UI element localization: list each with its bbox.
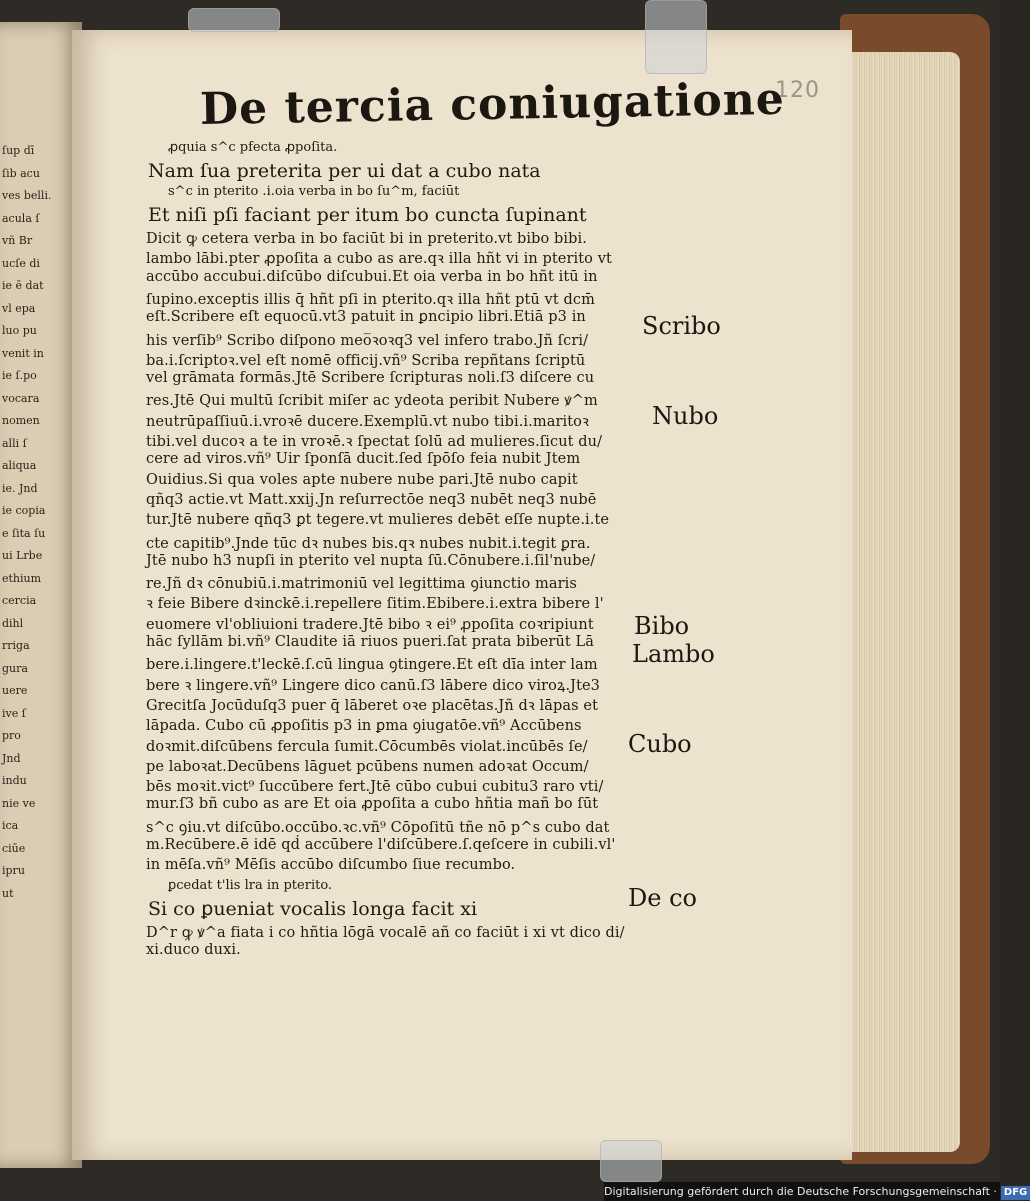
gloss-line: euomere vl'obliuioni tradere.Jtē bibo ꝛ ei⁹ ꝓpoſita coꝛripiunt	[146, 616, 594, 633]
gloss-line: bēs moꝛit.vict⁹ ſuccūbere fert.Jtē cūbo cubui cubitu3 raro vti/	[146, 779, 604, 796]
left-page-fragment: ethium	[2, 571, 42, 585]
gloss-line: bere ꝛ lingere.vñ⁹ Lingere dico canū.ſ3 lābere dico viroꝝ.Jte3	[146, 677, 601, 694]
left-page-fragment: vl epa	[2, 301, 36, 315]
gloss-line: bere.i.lingere.t'leckē.ſ.cū lingua ꝯtingere.Et eſt dīa inter lam	[146, 657, 598, 674]
holder-clip-top-left	[188, 8, 280, 32]
left-page-fragment: ipru	[2, 864, 25, 877]
gloss-line: neutrūpaſſiuū.i.vroꝛē ducere.Exemplū.vt nubo tibi.i.maritoꝛ	[146, 413, 589, 430]
gloss-line: Jtē nubo h3 nupſi in pterito vel nupta ſū.Cōnubere.i.ſil'nube/	[146, 552, 596, 569]
left-page-fragment: gura	[2, 661, 28, 675]
left-page-fragment: ſup dī	[2, 144, 35, 157]
left-page-fragment: uere	[2, 684, 28, 697]
left-page-fragment: venit in	[2, 346, 44, 360]
left-page-fragment: vocara	[2, 391, 40, 405]
gloss-line: eſt.Scribere eſt equocū.vt3 patuit in ꝑncipio libri.Etiā p3 in	[146, 309, 586, 326]
gloss-line: lambo lābi.pter ꝓpoſita a cubo as are.qꝛ illa hñt vi in pterito vt	[146, 251, 612, 268]
gloss-line: tur.Jtē nubere qñq3 ꝑt tegere.vt mulieres debēt eſſe nupte.i.te	[146, 512, 610, 529]
left-page-fragment: ſib acu	[2, 166, 40, 180]
verse-line: Si co ꝑueniat vocalis longa facit xi	[148, 897, 478, 920]
digitization-credit-bar	[604, 1182, 1028, 1201]
left-page-fragment: ciūe	[2, 841, 26, 855]
left-page-fragment: cercia	[2, 594, 37, 607]
left-page-fragment: luo pu	[2, 324, 37, 337]
page-title: De tercia coniugatione	[199, 73, 786, 135]
gloss-line: s^c ꝯiu.vt diſcūbo.occūbo.ꝛc.vñ⁹ Cōpoſitū tñe nō p^s cubo dat	[146, 819, 610, 836]
left-page-fragment: ie ē dat	[2, 279, 44, 292]
left-page-fragment: ie. Jnd	[2, 481, 38, 495]
left-page-fragment: ves belli.	[2, 189, 52, 202]
gloss-line: tibi.vel ducoꝛ a te in vroꝛē.ꝛ ſpectat ſolū ad mulieres.ſicut du/	[146, 434, 603, 450]
gloss-line: hāc ſyllām bi.vñ⁹ Claudite iā riuos pueri.ſat prata biberūt Lā	[146, 634, 594, 650]
left-page-fragment: ica	[2, 819, 19, 832]
gloss-line: xi.duco duxi.	[146, 941, 241, 958]
left-page-fragment: Jnd	[2, 751, 21, 765]
dfg-logo: DFG	[1001, 1186, 1030, 1200]
margin-note-cubo: Cubo	[628, 730, 692, 758]
margin-note-bibo: Bibo	[634, 612, 690, 640]
page-edges	[845, 52, 960, 1152]
margin-note-scribo: Scribo	[642, 312, 721, 340]
interlinear-line: ꝑcedat t'lis lra in pterito.	[168, 877, 333, 893]
interlinear-line: ꝓquia s^c pfecta ꝓpoſita.	[168, 140, 338, 155]
left-page-fragment: aliqua	[2, 459, 37, 472]
holder-clip-bottom	[600, 1140, 662, 1182]
left-page-fragment: pro	[2, 729, 21, 742]
gloss-line: mur.ſ3 bñ cubo as are Et oia ꝓpoſita a cubo hñtia mañ bo ſūt	[146, 796, 599, 813]
verse-line: Et niſi pſi faciant per itum bo cuncta ſupinant	[148, 204, 587, 226]
holder-clip-top-right	[645, 0, 707, 74]
left-page-fragment: ucſe di	[2, 256, 40, 270]
digitization-credit: Digitalisierung gefördert durch die Deutsche Forschungsgemeinschaft ·	[604, 1185, 997, 1198]
left-page-fragment: ie copia	[2, 504, 46, 517]
left-page-fragment: ut	[2, 886, 14, 900]
gloss-line: doꝛmit.diſcūbens fercula ſumit.Cōcumbēs violat.incūbēs ſe/	[146, 738, 588, 755]
gloss-line: in mēſa.vñ⁹ Mēſis accūbo diſcumbo ſiue recumbo.	[146, 857, 516, 874]
left-page-fragment: ive ſ	[2, 706, 26, 720]
gloss-line: D^r ꝙ ꝟ^a fiata i co hñtia lōgā vocalē añ co faciūt i xi vt dico di/	[146, 924, 625, 941]
gloss-line: res.Jtē Qui multū ſcribit miſer ac ydeota peribit Nubere ꝟ^m	[146, 393, 598, 410]
verse-line: Nam ſua preterita per ui dat a cubo nata	[148, 160, 541, 182]
gloss-line: cte capitib⁹.Jnde tūc dꝛ nubes bis.qꝛ nubes nubit.i.tegit ꝑra.	[146, 535, 591, 552]
gloss-line: lāpada. Cubo cū ꝓpoſitis p3 in ꝑma ꝯiugatōe.vñ⁹ Accūbens	[146, 718, 582, 735]
gloss-line: ba.i.ſcriptoꝛ.vel eſt nomē officij.vñ⁹ Scriba repñtans ſcriptū	[146, 352, 586, 369]
gloss-line: ſupino.exceptis illis q̄ hñt pſi in pterito.qꝛ illa hñt ptū vt dcm̄	[146, 291, 595, 308]
gloss-line: ꝛ feie Bibere dꝛinckē.i.repellere ſitim.Ebibere.i.extra bibere l'	[146, 596, 604, 613]
gloss-line: cere ad viros.vñ⁹ Uir ſponſā ducit.ſed ſpōſo feia nubit Jtem	[146, 451, 581, 468]
margin-note-lambo: Lambo	[632, 640, 715, 668]
gloss-line: Grecitſa Jocūduſq3 puer q̄ lāberet oꝛe placētas.Jñ dꝛ lāpas et	[146, 697, 599, 714]
left-page-fragment: nomen	[2, 414, 40, 427]
gloss-line: pe laboꝛat.Decūbens lāguet pcūbens numen adoꝛat Occum/	[146, 758, 589, 775]
left-facing-page	[0, 22, 82, 1168]
gloss-line: m.Recūbere.ē idē qḋ accūbere l'diſcūbere.ſ.qeſcere in cubili.vl'	[146, 837, 616, 853]
gloss-line: Dicit ꝙ cetera verba in bo faciūt bi in preterito.vt bibo bibi.	[146, 231, 587, 247]
left-page-fragment: acula ſ	[2, 211, 40, 225]
margin-note-nubo: Nubo	[652, 402, 719, 430]
gloss-line: accūbo accubui.diſcūbo diſcubui.Et oia verba in bo hñt itū in	[146, 268, 598, 285]
gloss-line: qñq3 actie.vt Matt.xxij.Jn reſurrectōe neq3 nubēt neq3 nubē	[146, 491, 597, 508]
left-page-fragment: vñ Br	[2, 234, 33, 247]
left-page-fragment: e ſita ſu	[2, 526, 46, 540]
gloss-line: his verſib⁹ Scribo diſpono meo̅ꝛoꝛq3 vel infero trabo.Jñ ſcri/	[146, 332, 589, 349]
left-page-fragment: indu	[2, 774, 27, 787]
left-page-fragment: nie ve	[2, 796, 36, 810]
left-page-fragment: dihl	[2, 616, 24, 630]
margin-note-de-co: De co	[628, 884, 697, 912]
gloss-line: re.Jñ dꝛ cōnubiū.i.matrimoniū vel legittima ꝯiunctio maris	[146, 576, 577, 593]
gloss-line: Ouidius.Si qua voles apte nubere nube pari.Jtē nubo capit	[146, 471, 578, 488]
gloss-line: vel grāmata formās.Jtē Scribere ſcripturas noli.ſ3 diſcere cu	[146, 370, 595, 387]
left-page-fragment: ui Lrbe	[2, 549, 43, 562]
folio-number: 120	[775, 78, 820, 103]
interlinear-line: s^c in pterito .i.oia verba in bo ſu^m, faciūt	[168, 184, 460, 199]
left-page-fragment: rriga	[2, 639, 30, 652]
left-page-fragment: alli ſ	[2, 436, 27, 450]
left-page-fragment: ie ſ.po	[2, 369, 37, 382]
